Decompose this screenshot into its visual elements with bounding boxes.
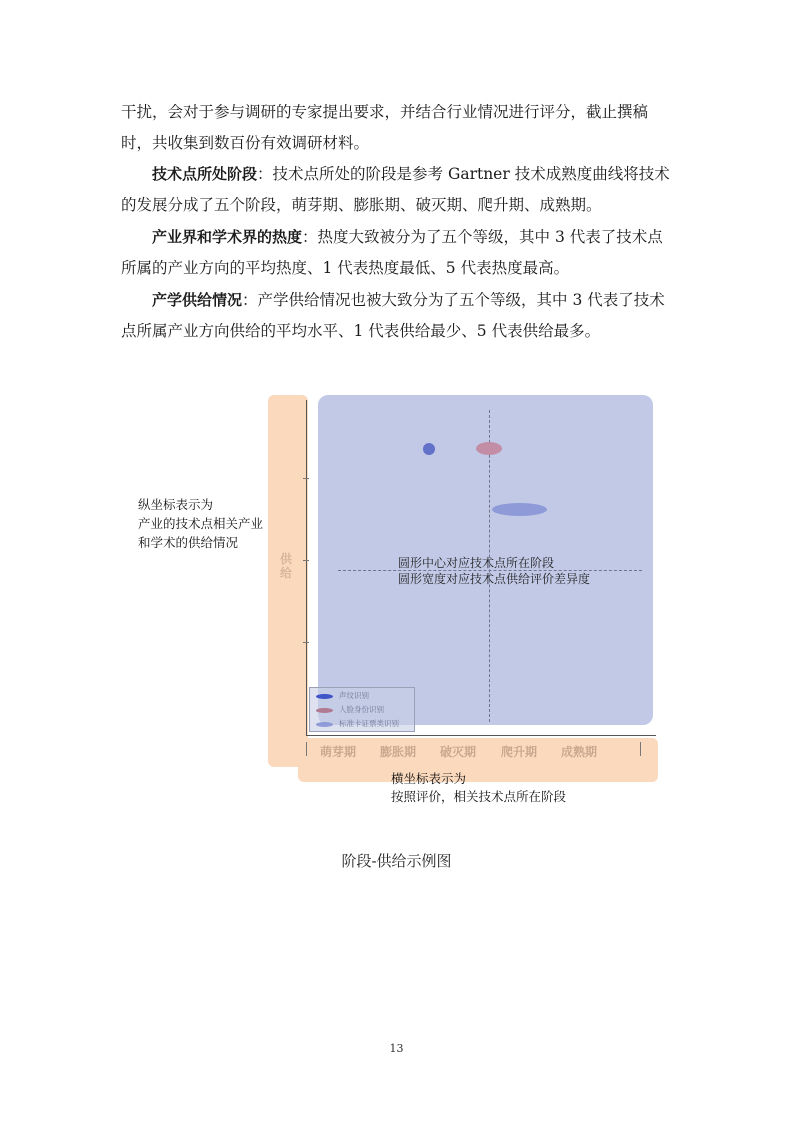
legend-label: 人脸身份识别 <box>339 705 384 714</box>
y-axis-note-line: 和学术的供给情况 <box>138 535 239 550</box>
y-tick <box>303 478 309 479</box>
circle-note <box>398 555 590 587</box>
paragraph-survey <box>121 97 673 159</box>
x-tick <box>640 742 641 756</box>
circle-note-line: 圆形中心对应技术点所在阶段 <box>398 556 555 570</box>
y-axis-note <box>138 495 298 552</box>
heat-term-text: ：热度大致被分为了五个等级，其中 3 代表了技术点所属的产业方向的平均热度、1 代表热度最低、5 代表热度最高。 <box>121 228 663 277</box>
x-axis-note-line: 按照评价，相关技术点所在阶段 <box>391 789 567 804</box>
stage-term-label: 技术点所处阶段 <box>152 165 258 183</box>
paragraph-survey-text: 干扰，会对于参与调研的专家提出要求，并结合行业情况进行评分，截止撰稿时，共收集到数百份有效调研材料。 <box>121 103 649 152</box>
data-point-face-id <box>476 442 502 455</box>
data-point-voiceprint <box>423 443 435 455</box>
page-number: 13 <box>389 1042 404 1055</box>
paragraph-stage <box>121 159 673 221</box>
legend-swatch <box>316 694 333 699</box>
x-tick <box>306 742 307 756</box>
x-tick-label: 萌芽期 <box>319 745 356 759</box>
data-point-card-recognition <box>492 503 547 516</box>
x-axis-line <box>306 735 656 736</box>
circle-note-line: 圆形宽度对应技术点供给评价差异度 <box>398 572 591 586</box>
y-axis-note-line: 产业的技术点相关产业 <box>138 516 264 531</box>
x-axis-note <box>391 770 566 806</box>
legend-item <box>316 717 399 730</box>
x-tick-label: 膨胀期 <box>379 745 416 759</box>
y-axis-band <box>268 395 308 767</box>
chart-legend <box>309 687 415 732</box>
y-tick <box>303 642 309 643</box>
legend-item <box>316 703 384 716</box>
paragraph-heat <box>121 222 673 284</box>
x-tick-label: 成熟期 <box>560 745 597 759</box>
y-axis-label: 供给 <box>279 552 292 580</box>
legend-swatch <box>316 722 333 727</box>
heat-term-label: 产业界和学术界的热度 <box>152 228 303 246</box>
supply-term-text: ：产学供给情况也被大致分为了五个等级，其中 3 代表了技术点所属产业方向供给的平均水平、1 代表供给最少、5 代表供给最多。 <box>121 291 665 340</box>
stage-term-text: ：技术点所处的阶段是参考 Gartner 技术成熟度曲线将技术的发展分成了五个阶段，萌芽期、膨胀期、破灭期、爬升期、成熟期。 <box>121 165 670 214</box>
legend-label: 声纹识别 <box>339 691 369 700</box>
legend-swatch <box>316 708 333 713</box>
y-axis-note-line: 纵坐标表示为 <box>138 497 214 512</box>
y-axis-line <box>306 400 307 735</box>
supply-term-label: 产学供给情况 <box>152 291 243 309</box>
legend-item <box>316 689 369 702</box>
y-tick <box>303 560 309 561</box>
figure-caption: 阶段-供给示例图 <box>341 852 452 870</box>
x-tick-label: 破灭期 <box>439 745 476 759</box>
x-tick-label: 爬升期 <box>500 745 537 759</box>
paragraph-supply <box>121 285 673 347</box>
legend-label: 标准卡证票类识别 <box>339 719 399 728</box>
x-axis-note-line: 横坐标表示为 <box>391 771 467 786</box>
